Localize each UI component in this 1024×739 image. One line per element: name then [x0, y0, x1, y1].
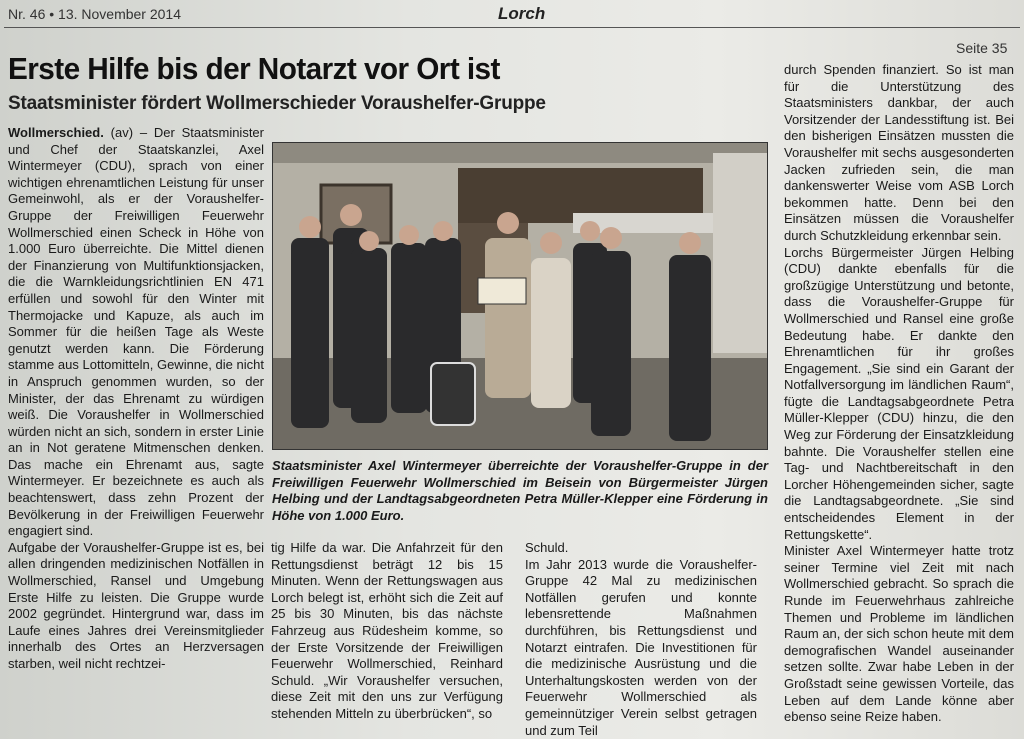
subheadline: Staatsminister fördert Wollmerschieder Voraushelfer-Gruppe [8, 93, 546, 114]
article-column-2 [271, 540, 503, 723]
article-column-3 [525, 540, 757, 739]
article-column-1 [8, 125, 264, 673]
header-rule [4, 27, 1020, 28]
article-photo [272, 142, 768, 450]
paragraph: Minister Axel Wintermeyer hatte trotz seiner Termine viel Zeit mit nach Wollmerschied gebracht. So sprach die Runde im Feuerwehrhaus zahlreiche Themen und Probleme im ländlichen Raum an, der sich schon heute mit dem demografischen Wandel auseinander setzen sollte. Zwar habe Leben in der Großstadt seine gewissen Vorteile, das Leben auf dem Lande könne aber ebenso seine Reize haben. [784, 543, 1014, 725]
paragraph: Im Jahr 2013 wurde die Voraushelfer-Gruppe 42 Mal zu medizinischen Notfällen gerufen und konnte lebensrettende Maßnahmen durchführen, bis Rettungsdienst und Notarzt eintrafen. Die Investitionen für die medizinische Ausrüstung und die Unterhaltungskosten werden von der Feuerwehr Wollmerschied als gemeinnütziger Verein selbst getragen und zum Teil [525, 556, 757, 738]
paragraph-text: (av) – Der Staatsminister und Chef der Staatskanzlei, Axel Wintermeyer (CDU), sprach von einer wichtigen ehrenamtlichen Leistung für unser Gemeinwohl, als er der Voraushelfer-Gruppe der Freiwilligen Feuerwehr Wollmerschied einen Scheck in Höhe von 1.000 Euro überreichte. Die Mittel dienen der Finanzierung von Multifunktionsjacken, die die Warnkleidungsrichtlinien EN 471 erfüllen und sowohl für den Winter mit Thermojacke und Kapuze, als auch im Sommer für die heißen Tage als Weste genutzt werden kann. Die Förderung stamme aus Lottomitteln, Gewinne, die nicht in Anspruch genommen wurden, so der Minister, der das Ehrenamt zu würdigen weiß. Die Voraushelfer in Wollmerschied würden nicht an sich, sondern in erster Linie an in Not geratene Mitmenschen denken. Das mache ein Ehrenamt aus, sagte Wintermeyer. Er bezeichnete es auch als beachtenswert, dass zehn Prozent der Bevölkerung in der Freiwilligen Feuerwehr engagiert sind. [8, 125, 264, 539]
paragraph: durch Spenden finanziert. So ist man für die Unterstützung des Staatsministers dankbar, der auch Vorsitzender der Landesstiftung ist. Bei den bisherigen Einsätzen mussten die Voraushelfer mit sechs ausgesonderten Jacken zufrieden sein, die man dankenswerter Weise vom ASB Lorch bekommen hatte. Denn bei den Einsätzen müssen die Voraushelfer durch Schutzkleidung erkennbar sein. [784, 62, 1014, 243]
paragraph: tig Hilfe da war. Die Anfahrzeit für den Rettungsdienst beträgt 12 bis 15 Minuten. Wenn der Rettungswagen aus Lorch belegt ist, erhöht sich die Zeit auf 25 bis 30 Minuten, bis das nächste Fahrzeug aus Rüdesheim komme, so der Erste Vorsitzende der Freiwilligen Feuerwehr Wollmerschied, Reinhard Schuld. „Wir Voraushelfer versuchen, diese Zeit mit den uns zur Verfügung stehenden Mitteln zu überbrücken“, so [271, 540, 503, 721]
paragraph: Aufgabe der Voraushelfer-Gruppe ist es, bei allen dringenden medizinischen Notfällen in Wollmerschied, Ransel und Umgebung Erste Hilfe zu leisten. Die Gruppe wurde 2002 gegründet. Hintergrund war, dass im Laufe eines Jahres drei Vereinsmitglieder innerhalb des Ortes an Herzversagen starben, weil nicht rechtzei- [8, 539, 264, 671]
paragraph: Lorchs Bürgermeister Jürgen Helbing (CDU) dankte ebenfalls für die großzügige Unterstützung und betonte, dass die Voraushelfer-Gruppe für Wollmerschied und Ransel eine große Bedeutung habe. Er dankte den Ehrenamtlichen für ihr großes Engagement. „Sie sind ein Garant der Notfallversorgung im ländlichen Raum“, fügte die Landtagsabgeordnete Petra Müller-Klepper (CDU) hinzu, die den Weg zur Förderung der Einsatzkleidung bahnte. Die Voraushelfer stellen eine Tag- und Nachtbereitschaft in den Lorcher Höhengemeinden sicher, sagte die Landtagsabgeordnete. „Sie sind entscheidendes Element in der Rettungskette“. [784, 244, 1014, 542]
article-column-4 [784, 62, 1014, 726]
group-photo-illustration [273, 143, 767, 449]
dateline: Wollmerschied. [8, 125, 104, 140]
headline: Erste Hilfe bis der Notarzt vor Ort ist [8, 51, 500, 86]
paragraph: Schuld. [525, 540, 569, 555]
issue-date: Nr. 46 • 13. November 2014 [8, 6, 181, 22]
paragraph [8, 125, 264, 540]
photo-caption: Staatsminister Axel Wintermeyer überreichte der Voraushelfer-Gruppe in der Freiwilligen Feuerwehr Wollmerschied im Beisein von Bürgermeister Jürgen Helbing und der Landtagsabgeordneten Petra Müller-Klepper eine Förderung in Höhe von 1.000 Euro. [272, 458, 768, 523]
page-number: Seite 35 [956, 40, 1008, 56]
section-title: Lorch [498, 4, 546, 23]
